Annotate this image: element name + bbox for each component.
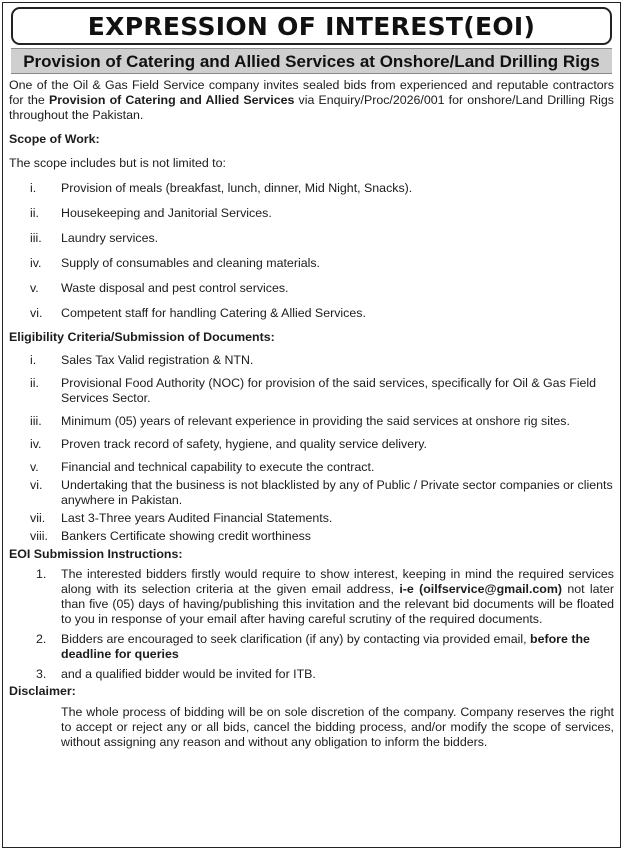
list-item <box>9 667 614 682</box>
list-item <box>9 632 614 662</box>
intro-paragraph <box>9 78 614 123</box>
list-item <box>9 529 614 544</box>
item-number: iii. <box>30 414 42 428</box>
advertisement <box>2 2 621 848</box>
item-number: v. <box>30 281 39 295</box>
item-text: Waste disposal and pest control services. <box>61 281 289 295</box>
list-item <box>9 478 614 508</box>
disclaimer-heading: Disclaimer: <box>9 684 76 698</box>
item-text: Competent staff for handling Catering & Allied Services. <box>61 306 366 320</box>
item-number: vi. <box>30 478 43 492</box>
item-text <box>61 632 614 662</box>
eligibility-list <box>9 353 614 544</box>
item-number: 3. <box>36 667 47 681</box>
item-text: Last 3-Three years Audited Financial Statements. <box>61 511 333 525</box>
item-number: ii. <box>30 206 39 220</box>
item-text: Laundry services. <box>61 231 159 245</box>
list-item <box>9 281 614 296</box>
item-text: Bankers Certificate showing credit worthiness <box>61 529 311 543</box>
list-item <box>9 231 614 246</box>
disclaimer-text: The whole process of bidding will be on sole discretion of the company. Company reserves the right to accept or reject any or all bids, cancel the bidding process, and/or modify the scope of services, without assigning any reason and without any obligation to inform the bidders. <box>61 705 614 749</box>
item-number: iv. <box>30 256 42 270</box>
submission-heading: EOI Submission Instructions: <box>9 547 183 561</box>
list-item <box>9 353 614 368</box>
item-text: Minimum (05) years of relevant experience in providing the said services at onshore rig sites. <box>61 414 570 428</box>
list-item <box>9 181 614 196</box>
item-text: Provision of meals (breakfast, lunch, dinner, Mid Night, Snacks). <box>61 181 413 195</box>
item-text: Financial and technical capability to execute the contract. <box>61 460 375 474</box>
item-number: viii. <box>30 529 48 543</box>
item-number: i. <box>30 353 37 367</box>
item-text: Proven track record of safety, hygiene, and quality service delivery. <box>61 437 427 451</box>
item-number: iii. <box>30 231 42 245</box>
list-item <box>9 567 614 627</box>
intro-text-1: One of the Oil & Gas Field Service company invites sealed bids from experienced and reputable contractors for the <box>9 78 614 107</box>
intro-text-2: via Enquiry/Proc/2026/001 for onshore/Land Drilling Rigs throughout the Pakistan. <box>9 93 614 122</box>
submission-text-2: not later than five (05) days of having/publishing this invitation and the relevant bid documents will be floated to you in response of your email after having careful scrutiny of the required documents. <box>61 582 614 626</box>
item-text: Undertaking that the business is not blacklisted by any of Public / Private sector companies or clients anywhere in Pakistan. <box>61 478 613 507</box>
item-text: Housekeeping and Janitorial Services. <box>61 206 272 220</box>
scope-intro: The scope includes but is not limited to: <box>9 156 226 170</box>
list-item <box>9 376 614 406</box>
item-text: Provisional Food Authority (NOC) for provision of the said services, specifically for Oil & Gas Field Services Sector. <box>61 376 597 405</box>
item-number: vii. <box>30 511 46 525</box>
list-item <box>9 206 614 221</box>
submission-list <box>9 567 614 682</box>
intro-bold-services: Provision of Catering and Allied Services <box>48 93 295 107</box>
page-subtitle: Provision of Catering and Allied Services at Onshore/Land Drilling Rigs <box>11 48 612 74</box>
item-number: vi. <box>30 306 43 320</box>
submission-email: i-e (oilfservice@gmail.com) <box>399 582 563 596</box>
item-text: and a qualified bidder would be invited for ITB. <box>61 667 316 681</box>
item-number: ii. <box>30 376 39 390</box>
item-number: v. <box>30 460 39 474</box>
list-item <box>9 460 614 475</box>
list-item <box>9 414 614 429</box>
item-number: 1. <box>36 567 47 581</box>
list-item <box>9 256 614 271</box>
item-text: Sales Tax Valid registration & NTN. <box>61 353 254 367</box>
item-text: Supply of consumables and cleaning materials. <box>61 256 320 270</box>
scope-list <box>9 181 614 321</box>
item-number: i. <box>30 181 37 195</box>
submission-text-1: The interested bidders firstly would require to show interest, keeping in mind the required services along with its selection criteria at the given email address, <box>61 567 614 596</box>
submission-text-3: Bidders are encouraged to seek clarification (if any) by contacting via provided email, <box>61 632 531 646</box>
item-number: iv. <box>30 437 42 451</box>
body-content <box>3 74 620 750</box>
submission-deadline: before the deadline for queries <box>61 632 590 661</box>
eligibility-heading: Eligibility Criteria/Submission of Documents: <box>9 330 275 344</box>
page-title: EXPRESSION OF INTEREST(EOI) <box>11 7 612 45</box>
item-text <box>61 567 614 627</box>
list-item <box>9 437 614 452</box>
list-item <box>9 511 614 526</box>
scope-heading: Scope of Work: <box>9 132 100 146</box>
item-number: 2. <box>36 632 47 646</box>
list-item <box>9 306 614 321</box>
